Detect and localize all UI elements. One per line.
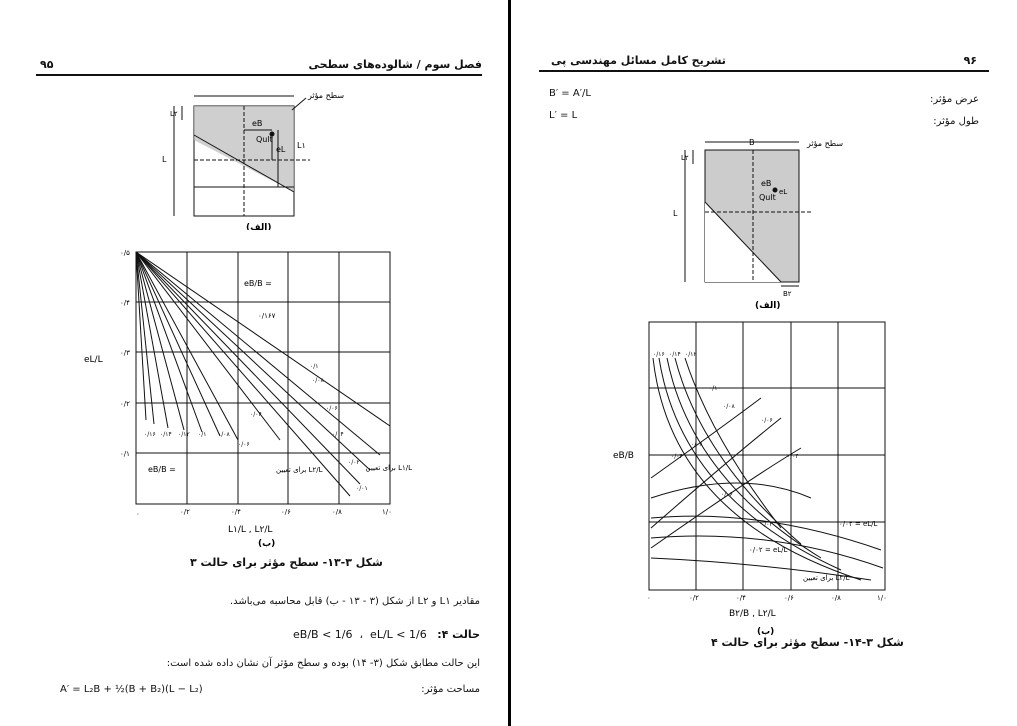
eL-label: eL [779,188,788,196]
y-axis-label: eL/L [84,355,103,365]
eL-label: eL [276,145,286,154]
label-L2-text: برای تعیین L۲/L [276,466,323,474]
x-tick: ۰/۸ [332,508,342,516]
panel-label: (الف) [755,301,781,310]
x-tick: ۰/۲ [689,594,699,602]
label-L1 [366,464,413,472]
curve-label: ۰/۱۶ [144,431,156,438]
x-tick: ۱/۰ [877,594,887,602]
curve-label: ۰/۰۶ [326,405,338,412]
label-04: ۰/۰۴ [671,453,683,460]
x-tick: ۰/۴ [736,594,746,602]
curve-label: ۰/۰۸ [218,431,230,438]
L-label: L [673,209,678,218]
label-eL: ۰/۰۲ = eL/L [839,520,878,528]
top-curve-label: ۰/۰۶ [761,417,773,424]
x-tick: ۰/۲ [180,508,190,516]
B-label: B [749,138,755,147]
paragraph: مقادیر L۱ و L۲ از شکل (۳ - ۱۳ - ب) قابل محاسبه می‌باشد. [229,596,480,607]
eB-label: eB [761,179,772,188]
figure-caption: شکل ۳-۱۳- سطح مؤثر برای حالت ۳ [190,556,383,569]
case4-row: حالت ۴: eB/B < 1/6 ، eL/L < 1/6 [293,628,480,641]
top-curve-label: ۰/۱۴ [669,351,681,358]
label-06: ۰/۰۶ [721,491,733,498]
paragraph: این حالت مطابق شکل (۳- ۱۴) بوده و سطح مؤثر آن نشان داده شده است: [166,658,480,669]
length-label: طول مؤثر: [933,116,979,127]
label-08: ۰/۰۸ [691,441,703,448]
header-rule [539,70,989,72]
top-curve-label: ۰/۱۶ [653,351,665,358]
curve-label: ۰/۰۱ [356,485,368,492]
page-number: ۹۵ [40,58,54,71]
case4-cond1: eB/B < 1/6 [293,628,353,641]
area-formula: A′ = L₂B + ½(B + B₂)(L − L₂) [60,684,203,695]
L1-label: L۱ [297,141,306,150]
curve-label: ۰/۱ [310,363,319,370]
top-curve-label: ۰/۱۲ [685,351,697,358]
x-tick: ۰/۴ [231,508,241,516]
qult-label: Qult [759,193,776,202]
chart-b-left [80,240,420,550]
top-curve-label: ۰/۰۴ [787,453,799,460]
eB-label: eB [252,119,263,128]
page-number: ۹۶ [963,54,977,67]
x-tick: ۰/۶ [784,594,794,602]
effective-area-label: سطح مؤثر [807,139,844,148]
case4-cond2: eL/L < 1/6 [370,628,427,641]
area-label: مساحت مؤثر: [421,684,480,695]
B2-label: B۲ [783,290,792,298]
y-tick: ۰/۱ [120,450,130,458]
top-curve-label: ۰/۰۸ [723,403,735,410]
book-header: تشریح کامل مسائل مهندسی پی [551,54,726,67]
x-tick: ۰ [647,594,651,602]
eB-label-bottom: eB/B = [148,465,176,474]
x-axis-label: L۱/L , L۲/L [228,525,273,535]
panel-label: (ب) [258,539,276,549]
figure-a-right [671,130,871,310]
y-tick: ۰/۲ [120,400,130,408]
curve-label: ۰/۰۴ [250,411,262,418]
y-tick: ۰ [136,510,140,518]
curve-label-167: ۰/۱۶۷ [258,312,276,320]
curve-label: ۰/۰۶ [238,441,250,448]
panel-label: (الف) [246,223,272,230]
right-page [511,0,1017,726]
y-tick: ۰/۵ [120,249,130,257]
x-tick: ۱/۰ [382,508,392,516]
label-02: ۰/۰۲ [761,521,773,528]
chapter-header: فصل سوم / شالوده‌های سطحی [308,58,482,71]
header-rule [36,74,482,76]
curve-label: ۰/۱۴ [160,431,172,438]
figure-a-left [160,80,360,230]
curve-label: ۰/۰۴ [332,431,344,438]
panel-label: (ب) [757,627,775,637]
y-axis-label: eB/B [613,451,634,461]
x-tick: ۰/۸ [831,594,841,602]
effective-area-label: سطح مؤثر [308,91,345,100]
eB-label-top: eB/B = [244,279,272,288]
curve-label: ۰/۰۸ [312,377,324,384]
figure-caption: شکل ۳-۱۴- سطح مؤثر برای حالت ۴ [711,636,904,649]
width-formula: B′ = A′/L [549,88,591,99]
L2-label: L۲ [170,110,178,118]
label-L1-text: برای تعیین L۱/L [365,464,412,472]
label-L2: برای تعیین L۲/L [803,574,850,582]
curve-label: ۰/۱۲ [178,431,190,438]
curve-label: ۰/۱ [198,431,207,438]
chart-b-right [611,318,911,648]
label-L2 [276,466,323,474]
L-label: L [162,155,167,164]
length-formula: L′ = L [549,110,578,121]
width-label: عرض مؤثر: [930,94,979,105]
y-tick: ۰/۴ [120,299,130,307]
curve-label: ۰/۰۲ [348,459,360,466]
y-tick: ۰/۳ [120,349,130,357]
x-tick: ۰/۶ [281,508,291,516]
x-axis-label: B۲/B , L۲/L [729,609,776,619]
label-eL2: ۰/۰۲ = eL/L [749,546,788,554]
L2-label: L۲ [681,154,689,162]
left-page [0,0,508,726]
case4-title: حالت ۴: [437,628,480,641]
qult-label: Qult [256,135,273,144]
top-curve-label: ۰/۱۰ [709,385,721,392]
